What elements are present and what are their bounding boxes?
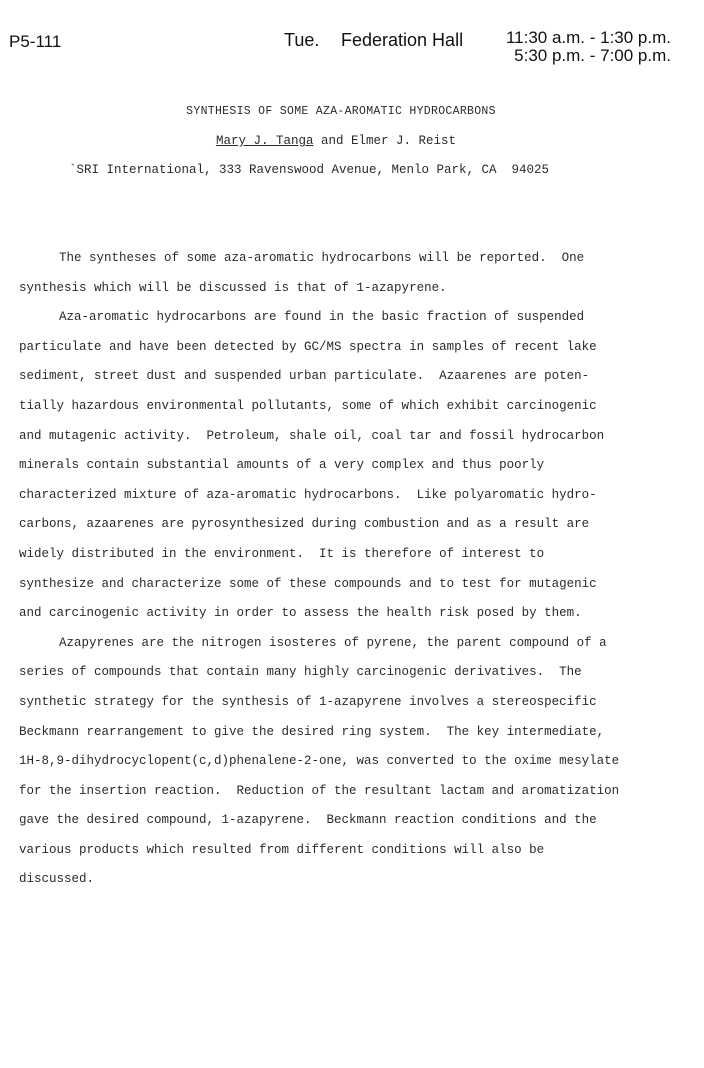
body-line: Aza-aromatic hydrocarbons are found in the basic fraction of suspended	[59, 310, 585, 325]
session-code: P5-111	[9, 32, 62, 51]
session-time-1: 11:30 a.m. - 1:30 p.m.	[505, 28, 671, 47]
session-day: Tue.	[284, 30, 320, 50]
author-1: Mary J. Tanga	[215, 134, 314, 148]
body-line: and mutagenic activity. Petroleum, shale oil, coal tar and fossil hydrocarbon	[19, 428, 605, 443]
body-line: carbons, azaarenes are pyrosynthesized during combustion and as a result are	[19, 517, 590, 532]
body-line: tially hazardous environmental pollutants, some of which exhibit carcinogenic	[19, 398, 597, 413]
author-2: Elmer J. Reist	[351, 134, 457, 148]
session-time-2: 5:30 p.m. - 7:00 p.m.	[514, 46, 671, 65]
body-line: synthesize and characterize some of these compounds and to test for mutagenic	[19, 576, 597, 591]
abstract-title: SYNTHESIS OF SOME AZA-AROMATIC HYDROCARBONS	[186, 105, 496, 118]
body-line: for the insertion reaction. Reduction of the resultant lactam and aromatization	[19, 783, 620, 798]
body-line: and carcinogenic activity in order to assess the health risk posed by them.	[19, 606, 582, 621]
body-line: synthetic strategy for the synthesis of 1-azapyrene involves a stereospecific	[19, 694, 597, 709]
body-line: widely distributed in the environment. It is therefore of interest to	[19, 546, 545, 561]
body-line: synthesis which will be discussed is that of 1-azapyrene.	[19, 280, 447, 295]
body-line: gave the desired compound, 1-azapyrene. Beckmann reaction conditions and the	[19, 813, 597, 828]
body-line: discussed.	[19, 872, 95, 887]
body-line: Beckmann rearrangement to give the desired ring system. The key intermediate,	[19, 724, 605, 739]
body-line: various products which resulted from different conditions will also be	[19, 842, 545, 857]
body-line: particulate and have been detected by GC/MS spectra in samples of recent lake	[19, 339, 597, 354]
body-line: series of compounds that contain many highly carcinogenic derivatives. The	[19, 665, 582, 680]
affiliation: `SRI International, 333 Ravenswood Avenue, Menlo Park, CA 94025	[68, 163, 550, 177]
abstract-body	[19, 244, 675, 895]
session-times	[506, 29, 671, 65]
body-line: minerals contain substantial amounts of a very complex and thus poorly	[19, 458, 545, 473]
body-line: Azapyrenes are the nitrogen isosteres of pyrene, the parent compound of a	[59, 635, 607, 650]
body-line: sediment, street dust and suspended urban particulate. Azaarenes are poten-	[19, 369, 590, 384]
body-line: characterized mixture of aza-aromatic hydrocarbons. Like polyaromatic hydro-	[19, 487, 597, 502]
author-line	[0, 134, 672, 148]
body-line: The syntheses of some aza-aromatic hydrocarbons will be reported. One	[59, 251, 585, 265]
session-venue: Federation Hall	[341, 30, 464, 50]
author-connector: and	[313, 134, 351, 148]
body-line: 1H-8,9-dihydrocyclopent(c,d)phenalene-2-one, was converted to the oxime mesylate	[19, 754, 620, 769]
